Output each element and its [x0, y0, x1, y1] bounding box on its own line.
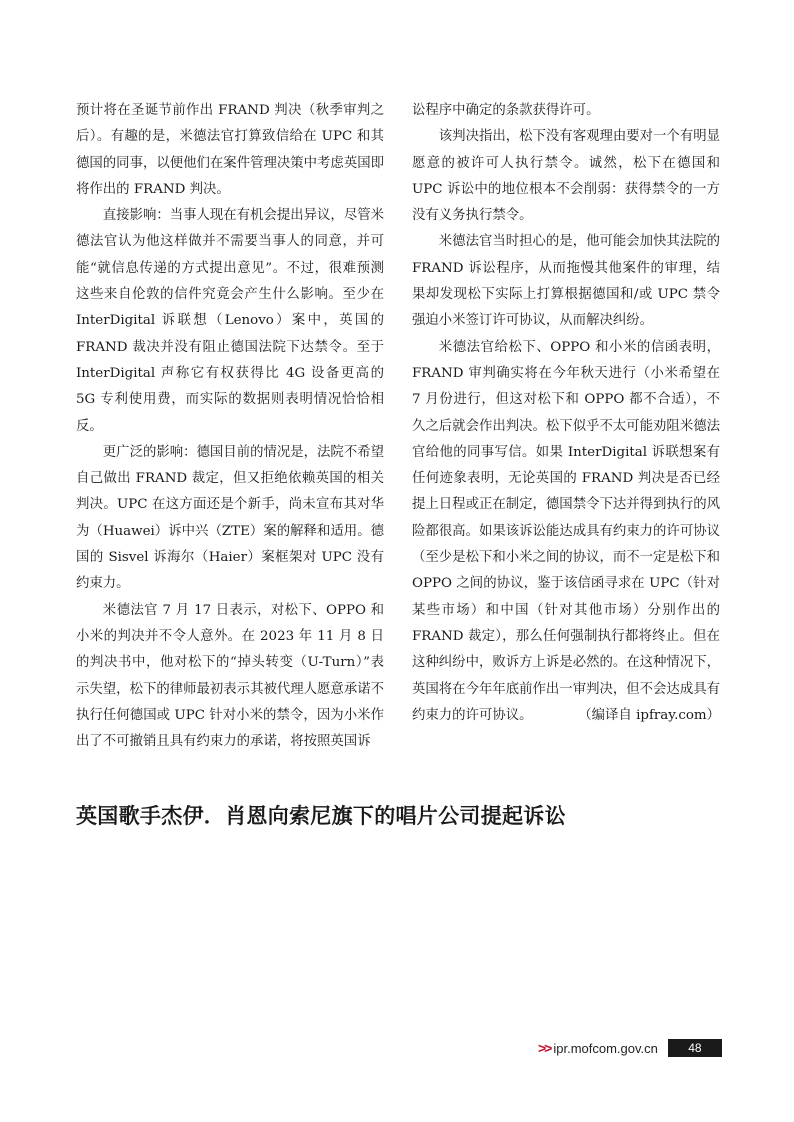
- page-number: 48: [668, 1039, 722, 1057]
- paragraph: 米德法官 7 月 17 日表示，对松下、OPPO 和小米的判决并不令人意外。在 2023 年 11 月 8 日的判决书中，他对松下的“掉头转变（U-Turn）”表示失望，松下的律师最初表示其被代理人愿意承诺不执行任何德国或 UPC 针对小米的禁令，因为小米作出了不可撤销且具有约束力的承诺，将按照英国诉: [76, 602, 384, 750]
- paragraph-text: 米德法官给松下、OPPO 和小米的信函表明，FRAND 审判确实将在今年秋天进行（小米希望在 7 月份进行，但这对松下和 OPPO 都不合适），不久之后就会作出判决。松下似乎不太可能劝阻米德法官给他的同事写信。如果 InterDigital 诉联想案有任何迹象表明，无论英国的 FRAND 判决是否已经提上日程或正在制定，德国禁令下达并得到执行的风险都很高。如果该诉讼能达成具有约束力的许可协议（至少是松下和小米之间的协议，而不一定是松下和 OPPO 之间的协议，鉴于该信函寻求在 UPC（针对某些市场）和中国（针对其他市场）分别作出的 FRAND 裁定），那么任何强制执行都将终止。但在这种纠纷中，败诉方上诉是必然的。在这种情况下，英国将在今年年底前作出一审判决，但不会达成具有约束力的许可协议。: [412, 339, 720, 723]
- paragraph: 该判决指出，松下没有客观理由要对一个有明显愿意的被许可人执行禁令。诚然，松下在德国和 UPC 诉讼中的地位根本不会削弱：获得禁令的一方没有义务执行禁令。: [412, 129, 720, 224]
- left-column: [76, 98, 384, 755]
- paragraph: [412, 335, 720, 729]
- page-footer: [538, 1039, 722, 1057]
- right-column: [412, 98, 720, 729]
- source-note: （编译自 ipfray.com）: [578, 707, 720, 723]
- chevron-right-icon: >>: [538, 1040, 551, 1056]
- paragraph: 讼程序中确定的条款获得许可。: [412, 103, 600, 118]
- paragraph: 米德法官当时担心的是，他可能会加快其法院的 FRAND 诉讼程序，从而拖慢其他案件的审理，结果却发现松下实际上打算根据德国和/或 UPC 禁令强迫小米签订许可协议，从而解决纠纷。: [412, 234, 720, 329]
- paragraph: 更广泛的影响：德国目前的情况是，法院不希望自己做出 FRAND 裁定，但又拒绝依赖英国的相关判决。UPC 在这方面还是个新手，尚未宣布其对华为（Huawei）诉中兴（ZTE）案的解释和适用。德国的 Sisvel 诉海尔（Haier）案框架对 UPC 没有约束力。: [76, 444, 384, 592]
- website-link[interactable]: ipr.mofcom.gov.cn: [553, 1040, 658, 1056]
- article-headline: 英国歌手杰伊．肖恩向索尼旗下的唱片公司提起诉讼: [76, 804, 566, 828]
- paragraph: 直接影响：当事人现在有机会提出异议，尽管米德法官认为他这样做并不需要当事人的同意，并可能“就信息传递的方式提出意见”。不过，很难预测这些来自伦敦的信件究竟会产生什么影响。至少在 InterDigital 诉联想（Lenovo）案中，英国的 FRAND 裁决并没有阻止德国法院下达禁令。至于 InterDigital 声称它有权获得比 4G 设备更高的 5G 专利使用费，而实际的数据则表明情况恰恰相反。: [76, 208, 384, 434]
- paragraph: 预计将在圣诞节前作出 FRAND 判决（秋季审判之后）。有趣的是，米德法官打算致信给在 UPC 和其德国的同事，以便他们在案件管理决策中考虑英国即将作出的 FRAND 判决。: [76, 103, 384, 197]
